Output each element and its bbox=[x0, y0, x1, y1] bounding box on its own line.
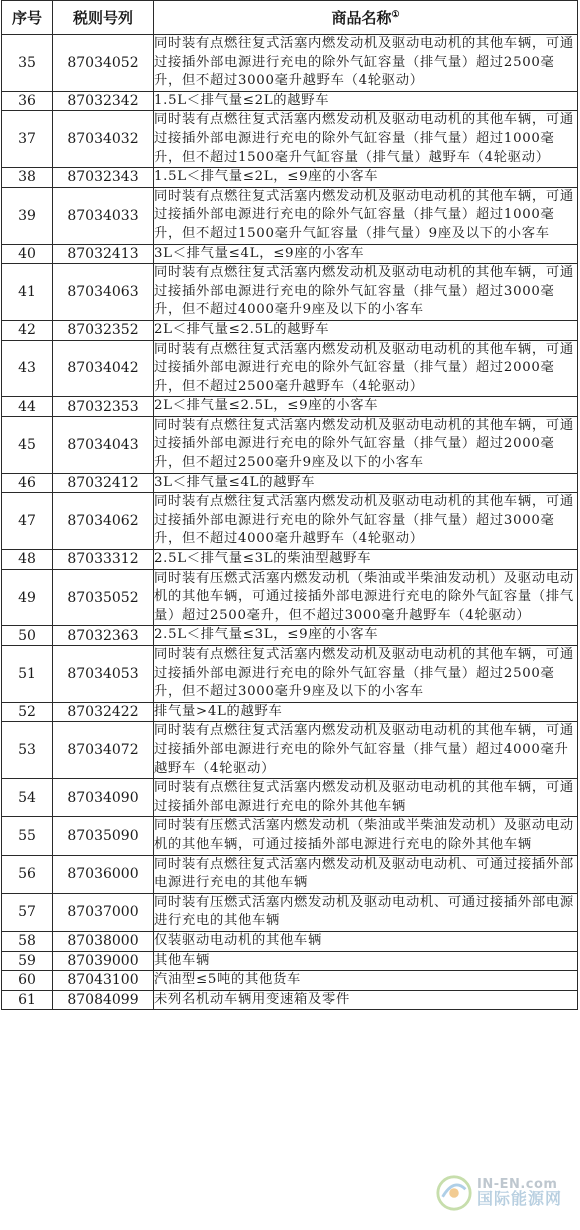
table-row bbox=[2, 626, 578, 646]
row-serial-number: 43 bbox=[2, 340, 53, 397]
row-commodity-name: 同时装有点燃往复式活塞内燃发动机及驱动电动机的其他车辆，可通过接插外部电源进行充电的除外气缸容量（排气量）超过2000毫升，但不超过2500毫升越野车（4轮驱动） bbox=[154, 340, 578, 397]
row-tariff-code: 87032413 bbox=[53, 244, 154, 264]
row-serial-number: 41 bbox=[2, 264, 53, 321]
row-commodity-name: 同时装有点燃往复式活塞内燃发动机及驱动电动机的其他车辆，可通过接插外部电源进行充电的除外气缸容量（排气量）超过2500毫升，但不超过3000毫升越野车（4轮驱动） bbox=[154, 35, 578, 92]
table-row bbox=[2, 244, 578, 264]
row-tariff-code: 87036000 bbox=[53, 855, 154, 893]
row-tariff-code: 87035052 bbox=[53, 569, 154, 626]
row-serial-number: 61 bbox=[2, 990, 53, 1010]
row-serial-number: 51 bbox=[2, 646, 53, 703]
row-commodity-name: 同时装有点燃往复式活塞内燃发动机及驱动电动机的其他车辆，可通过接插外部电源进行充电的除外气缸容量（排气量）超过1000毫升，但不超过1500毫升气缸容量（排气量）9座及以下的小客车 bbox=[154, 187, 578, 244]
row-tariff-code: 87034042 bbox=[53, 340, 154, 397]
row-tariff-code: 87035090 bbox=[53, 817, 154, 855]
row-serial-number: 56 bbox=[2, 855, 53, 893]
row-tariff-code: 87034090 bbox=[53, 779, 154, 817]
row-commodity-name: 2L＜排气量≤2.5L的越野车 bbox=[154, 320, 578, 340]
row-tariff-code: 87037000 bbox=[53, 893, 154, 931]
in-en-logo-icon bbox=[435, 1174, 473, 1212]
table-row bbox=[2, 111, 578, 168]
table-header-row bbox=[2, 1, 578, 35]
table-row bbox=[2, 493, 578, 550]
row-serial-number: 45 bbox=[2, 416, 53, 473]
watermark-brand-cn: 国际能源网 bbox=[476, 1189, 562, 1209]
table-row bbox=[2, 264, 578, 321]
row-tariff-code: 87034072 bbox=[53, 722, 154, 779]
header-serial-number: 序号 bbox=[2, 1, 53, 35]
row-serial-number: 52 bbox=[2, 702, 53, 722]
row-tariff-code: 87034032 bbox=[53, 111, 154, 168]
row-tariff-code: 87032352 bbox=[53, 320, 154, 340]
row-commodity-name: 2.5L＜排气量≤3L，≤9座的小客车 bbox=[154, 626, 578, 646]
row-serial-number: 54 bbox=[2, 779, 53, 817]
row-commodity-name: 同时装有点燃往复式活塞内燃发动机及驱动电动机的其他车辆，可通过接插外部电源进行充电的除外气缸容量（排气量）超过2500毫升，但不超过3000毫升9座及以下的小客车 bbox=[154, 646, 578, 703]
row-tariff-code: 87034062 bbox=[53, 493, 154, 550]
row-serial-number: 44 bbox=[2, 397, 53, 417]
row-tariff-code: 87032342 bbox=[53, 91, 154, 111]
table-row bbox=[2, 779, 578, 817]
row-tariff-code: 87039000 bbox=[53, 951, 154, 971]
table-row bbox=[2, 340, 578, 397]
table-row bbox=[2, 722, 578, 779]
row-tariff-code: 87032422 bbox=[53, 702, 154, 722]
row-serial-number: 48 bbox=[2, 550, 53, 570]
table-row bbox=[2, 646, 578, 703]
row-commodity-name: 同时装有点燃往复式活塞内燃发动机及驱动电动机、可通过接插外部电源进行充电的其他车辆 bbox=[154, 855, 578, 893]
row-tariff-code: 87034043 bbox=[53, 416, 154, 473]
table-row bbox=[2, 35, 578, 92]
row-tariff-code: 87043100 bbox=[53, 971, 154, 991]
table-row bbox=[2, 320, 578, 340]
row-serial-number: 47 bbox=[2, 493, 53, 550]
row-tariff-code: 87032353 bbox=[53, 397, 154, 417]
table-row bbox=[2, 971, 578, 991]
table-row bbox=[2, 817, 578, 855]
row-tariff-code: 87034053 bbox=[53, 646, 154, 703]
row-commodity-name: 同时装有点燃往复式活塞内燃发动机及驱动电动机的其他车辆，可通过接插外部电源进行充电的除外气缸容量（排气量）超过3000毫升，但不超过4000毫升9座及以下的小客车 bbox=[154, 264, 578, 321]
row-commodity-name: 同时装有点燃往复式活塞内燃发动机及驱动电动机的其他车辆，可通过接插外部电源进行充电的除外气缸容量（排气量）超过4000毫升越野车（4轮驱动） bbox=[154, 722, 578, 779]
row-commodity-name: 3L＜排气量≤4L，≤9座的小客车 bbox=[154, 244, 578, 264]
row-serial-number: 37 bbox=[2, 111, 53, 168]
row-commodity-name: 2L＜排气量≤2.5L，≤9座的小客车 bbox=[154, 397, 578, 417]
row-serial-number: 42 bbox=[2, 320, 53, 340]
row-commodity-name: 同时装有压燃式活塞内燃发动机及驱动电动机、可通过接插外部电源进行充电的其他车辆 bbox=[154, 893, 578, 931]
row-commodity-name: 同时装有点燃往复式活塞内燃发动机及驱动电动机的其他车辆，可通过接插外部电源进行充电的除外气缸容量（排气量）超过1000毫升，但不超过1500毫升气缸容量（排气量）越野车（4轮驱动） bbox=[154, 111, 578, 168]
table-row bbox=[2, 416, 578, 473]
watermark-brand-en: IN-EN.com bbox=[476, 1176, 558, 1192]
row-serial-number: 60 bbox=[2, 971, 53, 991]
table-row bbox=[2, 893, 578, 931]
table-row bbox=[2, 473, 578, 493]
header-tariff-code: 税则号列 bbox=[53, 1, 154, 35]
row-commodity-name: 同时装有压燃式活塞内燃发动机（柴油或半柴油发动机）及驱动电动机的其他车辆，可通过接插外部电源进行充电的除外其他车辆 bbox=[154, 817, 578, 855]
row-tariff-code: 87038000 bbox=[53, 931, 154, 951]
row-serial-number: 38 bbox=[2, 168, 53, 188]
row-serial-number: 50 bbox=[2, 626, 53, 646]
row-serial-number: 57 bbox=[2, 893, 53, 931]
row-tariff-code: 87032343 bbox=[53, 168, 154, 188]
row-tariff-code: 87034052 bbox=[53, 35, 154, 92]
row-commodity-name: 同时装有点燃往复式活塞内燃发动机及驱动电动机的其他车辆，可通过接插外部电源进行充电的除外气缸容量（排气量）超过3000毫升，但不超过4000毫升越野车（4轮驱动） bbox=[154, 493, 578, 550]
row-commodity-name: 1.5L＜排气量≤2L，≤9座的小客车 bbox=[154, 168, 578, 188]
tariff-table bbox=[1, 0, 578, 1010]
row-tariff-code: 87032412 bbox=[53, 473, 154, 493]
table-row bbox=[2, 91, 578, 111]
row-commodity-name: 3L＜排气量≤4L的越野车 bbox=[154, 473, 578, 493]
row-serial-number: 46 bbox=[2, 473, 53, 493]
table-row bbox=[2, 990, 578, 1010]
row-commodity-name: 未列名机动车辆用变速箱及零件 bbox=[154, 990, 578, 1010]
table-row bbox=[2, 702, 578, 722]
row-tariff-code: 87032363 bbox=[53, 626, 154, 646]
row-commodity-name: 其他车辆 bbox=[154, 951, 578, 971]
row-tariff-code: 87034033 bbox=[53, 187, 154, 244]
row-serial-number: 59 bbox=[2, 951, 53, 971]
footnote-mark: ① bbox=[391, 10, 400, 20]
row-commodity-name: 1.5L＜排气量≤2L的越野车 bbox=[154, 91, 578, 111]
row-commodity-name: 排气量>4L的越野车 bbox=[154, 702, 578, 722]
table-row bbox=[2, 569, 578, 626]
row-tariff-code: 87034063 bbox=[53, 264, 154, 321]
table-row bbox=[2, 168, 578, 188]
row-commodity-name: 同时装有点燃往复式活塞内燃发动机及驱动电动机的其他车辆，可通过接插外部电源进行充电的除外其他车辆 bbox=[154, 779, 578, 817]
table-row bbox=[2, 931, 578, 951]
row-tariff-code: 87033312 bbox=[53, 550, 154, 570]
row-serial-number: 40 bbox=[2, 244, 53, 264]
table-row bbox=[2, 951, 578, 971]
table-row bbox=[2, 855, 578, 893]
row-serial-number: 39 bbox=[2, 187, 53, 244]
row-commodity-name: 同时装有压燃式活塞内燃发动机（柴油或半柴油发动机）及驱动电动机的其他车辆，可通过接插外部电源进行充电的除外气缸容量（排气量）超过2500毫升，但不超过3000毫升越野车（4轮驱动） bbox=[154, 569, 578, 626]
row-tariff-code: 87084099 bbox=[53, 990, 154, 1010]
row-serial-number: 55 bbox=[2, 817, 53, 855]
header-commodity-name: 商品名称① bbox=[154, 1, 578, 35]
watermark bbox=[435, 1174, 562, 1212]
table-row bbox=[2, 397, 578, 417]
row-commodity-name: 汽油型≤5吨的其他货车 bbox=[154, 971, 578, 991]
row-commodity-name: 仅装驱动电动机的其他车辆 bbox=[154, 931, 578, 951]
row-serial-number: 58 bbox=[2, 931, 53, 951]
row-serial-number: 36 bbox=[2, 91, 53, 111]
row-commodity-name: 同时装有点燃往复式活塞内燃发动机及驱动电动机的其他车辆，可通过接插外部电源进行充电的除外气缸容量（排气量）超过2000毫升，但不超过2500毫升9座及以下的小客车 bbox=[154, 416, 578, 473]
row-serial-number: 49 bbox=[2, 569, 53, 626]
row-commodity-name: 2.5L＜排气量≤3L的柴油型越野车 bbox=[154, 550, 578, 570]
table-row bbox=[2, 187, 578, 244]
row-serial-number: 35 bbox=[2, 35, 53, 92]
table-row bbox=[2, 550, 578, 570]
table-body bbox=[2, 35, 578, 1010]
row-serial-number: 53 bbox=[2, 722, 53, 779]
